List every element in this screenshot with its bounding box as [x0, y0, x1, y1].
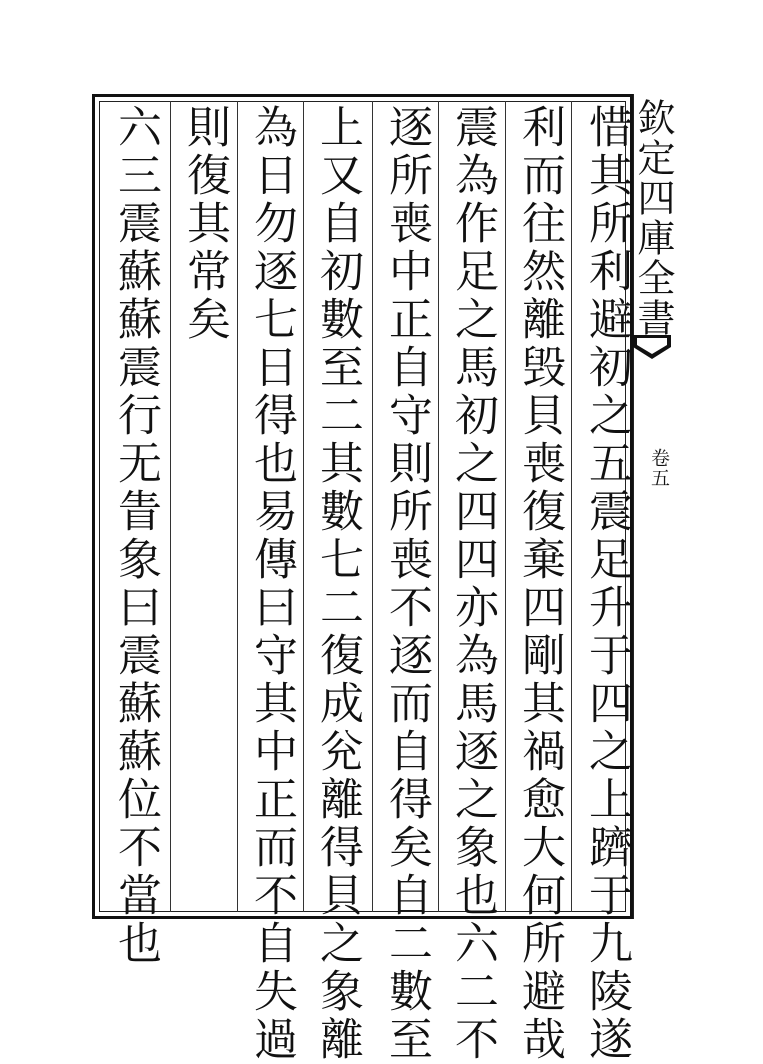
text-column-8: 六三震蘇蘇震行无眚象曰震蘇蘇位不當也 [110, 104, 161, 968]
text-column-2: 利而往然離毁貝喪復棄四剛其禍愈大何所避哉 [514, 104, 565, 1064]
column-rule [170, 101, 171, 912]
margin-title: 欽定四庫全書 [631, 98, 675, 338]
text-column-4: 逐所喪中正自守則所喪不逐而自得矣自二數至 [381, 104, 432, 1064]
text-column-3: 震為作足之馬初之四四亦為馬逐之象也六二不 [447, 104, 498, 1064]
column-rule [237, 101, 238, 912]
text-column-1: 惜其所利避初之五震足升于四之上躋于九陵遂 [581, 104, 632, 1064]
column-rule [571, 101, 572, 912]
column-rule [303, 101, 304, 912]
juan-label: 卷五 [648, 448, 670, 488]
column-rule [438, 101, 439, 912]
column-rule [505, 101, 506, 912]
fishtail-mark [633, 335, 671, 359]
text-column-5: 上又自初數至二其數七二復成兊離得貝之象離 [312, 104, 363, 1064]
text-column-7: 則復其常矣 [179, 104, 230, 344]
text-column-6: 為日勿逐七日得也易傳曰守其中正而不自失過 [246, 104, 297, 1064]
column-rule [372, 101, 373, 912]
